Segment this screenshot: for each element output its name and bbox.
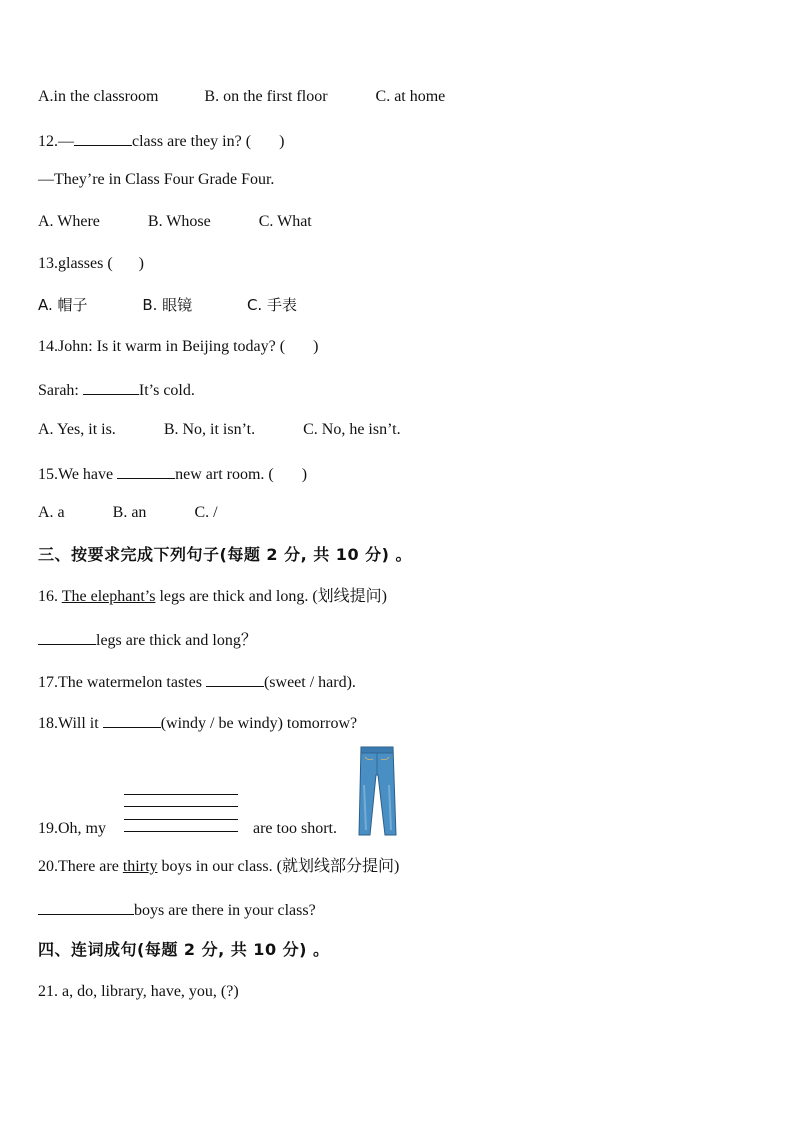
q14-reply-line [38, 378, 195, 401]
q12-option-b: B. Whose [147, 213, 211, 230]
q13-option-b: B. 眼镜 [142, 296, 193, 314]
q12-close-paren: ) [279, 133, 285, 150]
q19-writing-lines[interactable] [124, 794, 238, 834]
q11-options [38, 87, 445, 107]
writing-line [124, 806, 238, 807]
q15-question [38, 462, 307, 485]
q15-option-c: C. / [194, 504, 218, 521]
q14-reply: It’s cold. [138, 382, 195, 399]
q12-dash: — [58, 133, 74, 150]
q13-option-c: C. 手表 [246, 296, 297, 314]
q16-blank[interactable] [38, 628, 96, 645]
q14-text: 14.John: Is it warm in Beijing today? ( [38, 338, 286, 355]
q15-option-a: A. a [38, 504, 65, 521]
writing-line [124, 831, 238, 832]
q11-option-b: B. on the first floor [204, 88, 328, 105]
section-3-heading: 三、按要求完成下列句子(每题 2 分, 共 10 分) 。 [38, 545, 413, 564]
q12-text: class are they in? ( [132, 133, 252, 150]
q16-question [38, 587, 387, 607]
q12-option-c: C. What [258, 213, 312, 230]
q13-text: 13.glasses ( [38, 255, 113, 272]
q17-pre: 17.The watermelon tastes [38, 674, 202, 691]
q14-blank[interactable] [83, 378, 139, 395]
q17-question [38, 670, 356, 693]
jeans-icon [356, 745, 398, 837]
q16-rest: legs are thick and long. (划线提问) [159, 588, 387, 605]
q19-pre: 19.Oh, my [38, 820, 106, 837]
q16-underlined-phrase: The elephant’s [61, 588, 156, 605]
q15-pre: 15.We have [38, 466, 114, 483]
q20-post: boys in our class. (就划线部分提问) [161, 858, 400, 875]
q15-blank[interactable] [117, 462, 175, 479]
q14-options [38, 420, 401, 440]
q16-answer-rest: legs are thick and long？ [96, 632, 257, 649]
q15-close-paren: ) [301, 466, 308, 483]
q15-options [38, 503, 218, 523]
q14-option-b: B. No, it isn’t. [163, 421, 256, 438]
q20-underlined-word: thirty [122, 858, 158, 875]
q20-answer-rest: boys are there in your class? [134, 902, 316, 919]
q19-post: are too short. [253, 820, 337, 837]
q18-pre: 18.Will it [38, 715, 99, 732]
q20-question [38, 857, 399, 877]
q20-blank[interactable] [38, 898, 134, 915]
q16-number: 16. [38, 588, 58, 605]
q14-question [38, 337, 318, 357]
q20-answer-line [38, 898, 316, 921]
q12-blank[interactable] [74, 129, 132, 146]
q18-post: (windy / be windy) tomorrow? [160, 715, 358, 732]
q12-answer: —They’re in Class Four Grade Four. [38, 171, 275, 188]
q21-question: 21. a, do, library, have, you, (?) [38, 983, 239, 1000]
q12-option-a: A. Where [38, 213, 100, 230]
q12-options [38, 212, 312, 232]
writing-line [124, 794, 238, 795]
q11-option-c: C. at home [375, 88, 446, 105]
q14-close-paren: ) [313, 338, 319, 355]
q17-blank[interactable] [206, 670, 264, 687]
section-4-heading: 四、连词成句(每题 2 分, 共 10 分) 。 [38, 940, 330, 959]
q16-answer-line [38, 628, 257, 651]
q13-question [38, 254, 144, 274]
q15-option-b: B. an [112, 504, 147, 521]
q12-number: 12. [38, 133, 58, 150]
q13-close-paren: ) [138, 255, 144, 272]
q17-post: (sweet / hard). [263, 674, 356, 691]
writing-line [124, 819, 238, 820]
q14-option-c: C. No, he isn’t. [303, 421, 401, 438]
q18-blank[interactable] [103, 711, 161, 728]
q12-question [38, 129, 284, 152]
q18-question [38, 711, 357, 734]
q20-pre: 20.There are [38, 858, 119, 875]
q13-option-a: A. 帽子 [38, 296, 88, 314]
q14-speaker: Sarah: [38, 382, 79, 399]
q13-options [38, 295, 297, 315]
q14-option-a: A. Yes, it is. [38, 421, 116, 438]
q15-post: new art room. ( [175, 466, 274, 483]
q11-option-a: A.in the classroom [38, 88, 159, 105]
